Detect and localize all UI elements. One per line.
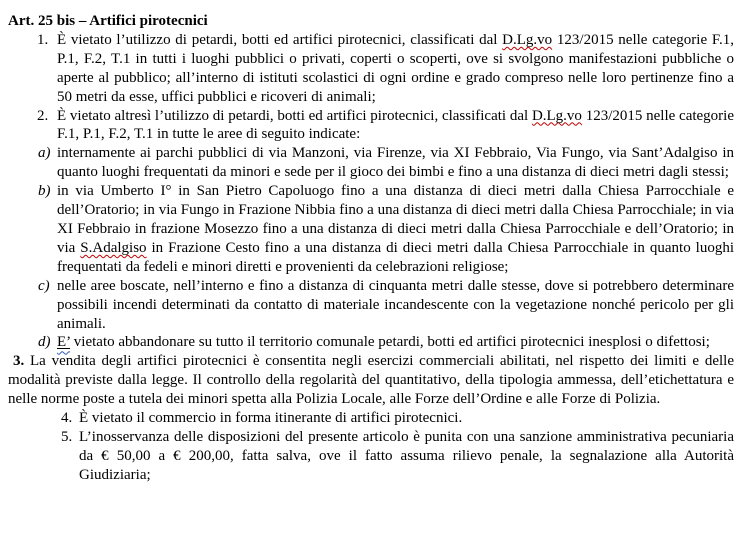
list-marker-c: c): [38, 277, 50, 294]
text-segment: È vietato altresì l’utilizzo di petardi, botti ed artifici pirotecnici, classificati dal: [57, 107, 532, 124]
list-marker-d: d): [38, 334, 51, 351]
list-item-4: [8, 409, 734, 428]
misspelled-word-dlgvo-1: D.Lg.vo: [502, 31, 553, 48]
list-item-a: [8, 144, 734, 182]
list-item-2: [8, 107, 734, 145]
list-marker-1: 1.: [37, 31, 49, 48]
list-item-b-text: [57, 183, 734, 275]
list-item-c-text: nelle aree boscate, nell’interno e fino a distanza di cinquanta metri dalle stesse, dove si potrebbero determinare possibili incendi determinati da contatto di materiale incandescente con la vegetazione nonché pericolo per gli animali.: [57, 277, 734, 332]
list-marker-2: 2.: [37, 107, 49, 124]
grammar-flagged-word: [57, 334, 70, 350]
paragraph-3-number: 3.: [13, 353, 25, 370]
list-item-5: [8, 428, 734, 485]
list-item-1: [8, 31, 734, 107]
text-segment: in via Umberto I° in San Pietro Capoluogo fino a una distanza di dieci metri dalla Chiesa Parrocchiale e dell’Oratorio; in via Fungo in Frazione Nibbia fino a una distanza di dieci metri dalla Chiesa Parrocchiale; in via XI Febbraio in frazione Mosezzo fino a una distanza di dieci metri dalla Chiesa Parrocchiale e dell’Oratorio; in via: [57, 183, 734, 256]
article-title: Art. 25 bis – Artifici pirotecnici: [8, 13, 208, 29]
list-marker-b: b): [38, 183, 51, 200]
list-item-1-text: [57, 32, 734, 105]
list-item-c: [8, 277, 734, 334]
list-item-d: [8, 333, 734, 352]
list-marker-a: a): [38, 145, 51, 162]
list-item-4-text: È vietato il commercio in forma itinerante di artifici pirotecnici.: [79, 410, 463, 427]
list-marker-4: 4.: [61, 410, 73, 427]
paragraph-3-text: La vendita degli artifici pirotecnici è consentita negli esercizi commerciali abilitati, nel rispetto dei limiti e delle modalità previste dalla legge. Il controllo della regolarità del quantitativo, della tipologia ammessa, dell’etichettatura e nelle norme poste a tutela dei minori spetta alla Polizia Locale, alle Forze dell’Ordine e alle Forze di Polizia.: [8, 353, 734, 408]
misspelled-word-sadalgiso: S.Adalgiso: [80, 239, 147, 256]
list-marker-5: 5.: [61, 428, 73, 445]
list-item-5-text: L’inosservanza delle disposizioni del presente articolo è punita con una sanzione amministrativa pecuniaria da € 50,00 a € 200,00, fatta salva, ove il fatto assuma rilievo penale, la segnalazione alla Autorità Giudiziaria;: [79, 428, 734, 483]
text-segment: 123/2015 nelle categorie F.1, P.1, F.2, T.1 in tutte le aree di seguito indicate:: [57, 107, 734, 143]
list-item-a-text: internamente ai parchi pubblici di via Manzoni, via Firenze, via XI Febbraio, Via Fungo, via Sant’Adalgiso in quanto luoghi frequentati da minori e sede per il gioco dei bimbi e fino a una distanza di dieci metri dagli stessi;: [57, 145, 734, 181]
text-segment: vietato abbandonare su tutto il territorio comunale petardi, botti ed artifici pirotecnici inesplosi o difettosi;: [70, 334, 710, 351]
misspelled-word-dlgvo-2: D.Lg.vo: [531, 107, 582, 124]
paragraph-3: [8, 352, 734, 409]
list-item-d-text: [57, 334, 710, 350]
underlined-word-e: E’: [57, 334, 71, 351]
text-segment: È vietato l’utilizzo di petardi, botti ed artifici pirotecnici, classificati dal: [57, 31, 503, 48]
text-segment: in Frazione Cesto fino a una distanza di dieci metri dalla Chiesa Parrocchiale in quanto luoghi frequentati da fedeli e minori diretti e provenienti da celebrazioni religiose;: [57, 239, 734, 275]
list-item-b: [8, 182, 734, 277]
text-segment: 123/2015 nelle categorie F.1, P.1, F.2, T.1 in tutti i luoghi pubblici o privati, coperti o scoperti, ove si svolgono manifestazioni pubbliche o aperte al pubblico; all’interno di istituti scolastici di ogni ordine e grado compreso nelle loro pertinenze fino a 50 metri da esse, uffici pubblici e ricoveri di animali;: [57, 31, 734, 105]
list-item-2-text: [57, 108, 734, 143]
